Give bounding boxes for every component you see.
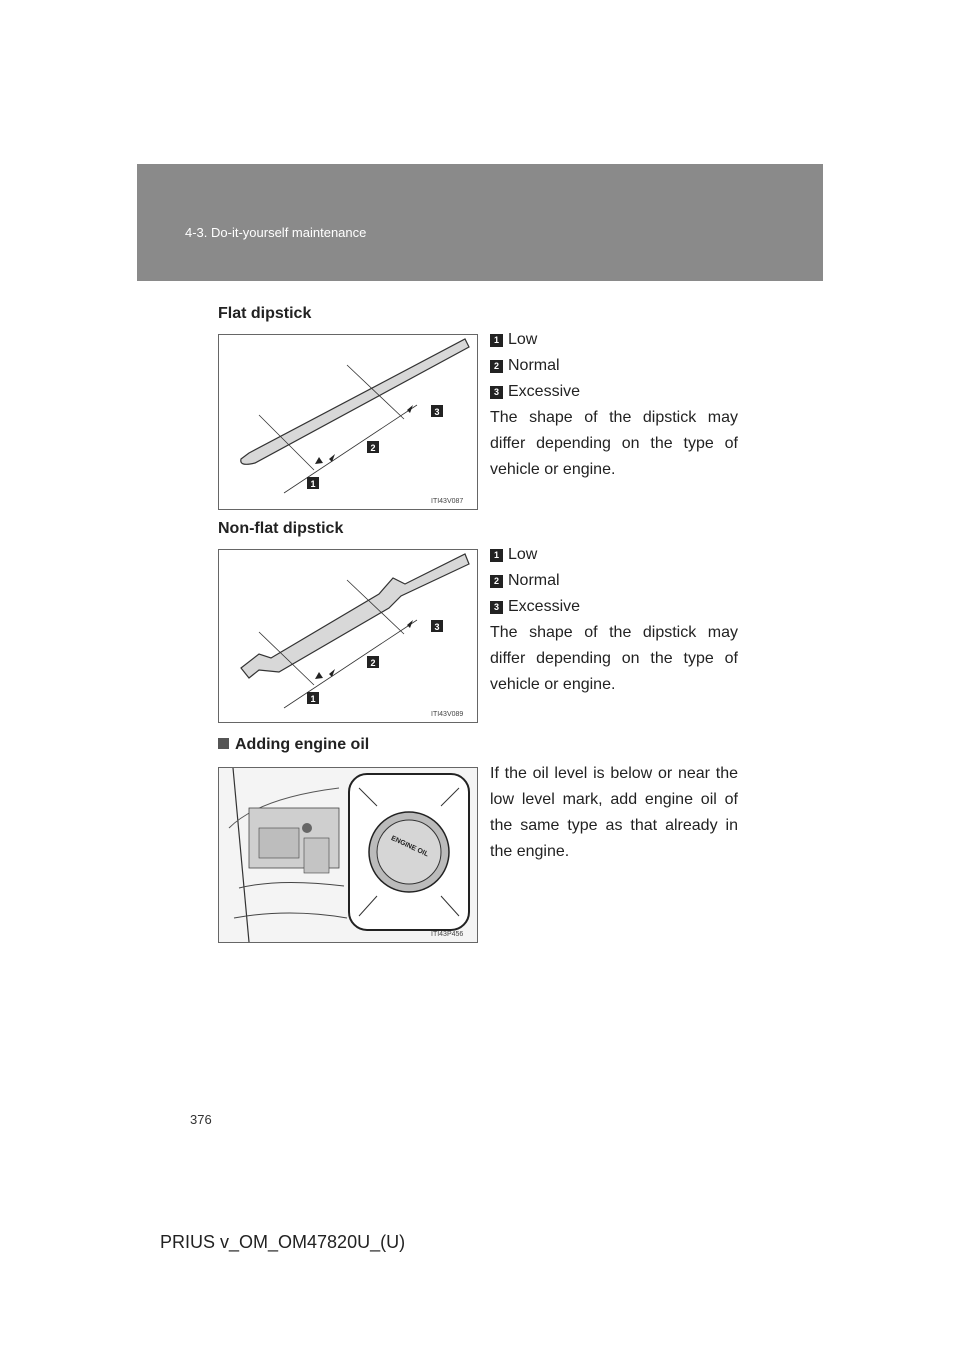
item-number-badge: 1 (490, 334, 503, 347)
callout-2-label: 2 (370, 658, 376, 668)
flat-dipstick-legend (490, 327, 738, 483)
item-label: Excessive (508, 383, 581, 400)
item-number-badge: 3 (490, 601, 503, 614)
cap-label: ENGINE OIL (389, 834, 430, 859)
dipstick-note: The shape of the dipstick may differ depending on the type of vehicle or engine. (490, 409, 738, 478)
adding-oil-title (218, 736, 369, 754)
section-title: 4-3. Do-it-yourself maintenance (185, 225, 367, 240)
legend-item (490, 594, 738, 620)
nonflat-dipstick-title: Non-flat dipstick (218, 520, 344, 537)
figure-code: ITI43P456 (431, 931, 464, 938)
legend-item (490, 327, 738, 353)
callout-3-label: 3 (434, 407, 440, 417)
item-number-badge: 2 (490, 360, 503, 373)
item-label: Normal (508, 572, 560, 589)
item-number-badge: 3 (490, 386, 503, 399)
callout-3-label: 3 (434, 622, 440, 632)
nonflat-dipstick-figure (218, 549, 478, 723)
item-number-badge: 2 (490, 575, 503, 588)
nonflat-dipstick-legend (490, 542, 738, 698)
page-number: 376 (190, 1112, 212, 1127)
flat-dipstick-figure (218, 334, 478, 510)
item-number-badge: 1 (490, 549, 503, 562)
figure-code: ITI43V089 (431, 711, 464, 718)
flat-dipstick-title: Flat dipstick (218, 305, 312, 322)
callout-2-label: 2 (370, 443, 376, 453)
manual-id: PRIUS v_OM_OM47820U_(U) (160, 1232, 406, 1252)
legend-item (490, 353, 738, 379)
legend-item (490, 379, 738, 405)
adding-oil-title-text: Adding engine oil (235, 736, 370, 753)
item-label: Low (508, 331, 538, 348)
callout-1-label: 1 (310, 479, 316, 489)
dipstick-note: The shape of the dipstick may differ depending on the type of vehicle or engine. (490, 624, 738, 693)
item-label: Low (508, 546, 538, 563)
page-header (137, 164, 823, 281)
adding-oil-text (490, 761, 738, 865)
item-label: Excessive (508, 598, 581, 615)
callout-1-label: 1 (310, 694, 316, 704)
adding-oil-note: If the oil level is below or near the low level mark, add engine oil of the same type as that already in the engine. (490, 765, 738, 860)
engine-oil-cap-figure (218, 767, 478, 943)
item-label: Normal (508, 357, 560, 374)
section-bullet-icon (218, 738, 229, 749)
legend-item (490, 542, 738, 568)
legend-item (490, 568, 738, 594)
figure-code: ITI43V087 (431, 498, 464, 505)
